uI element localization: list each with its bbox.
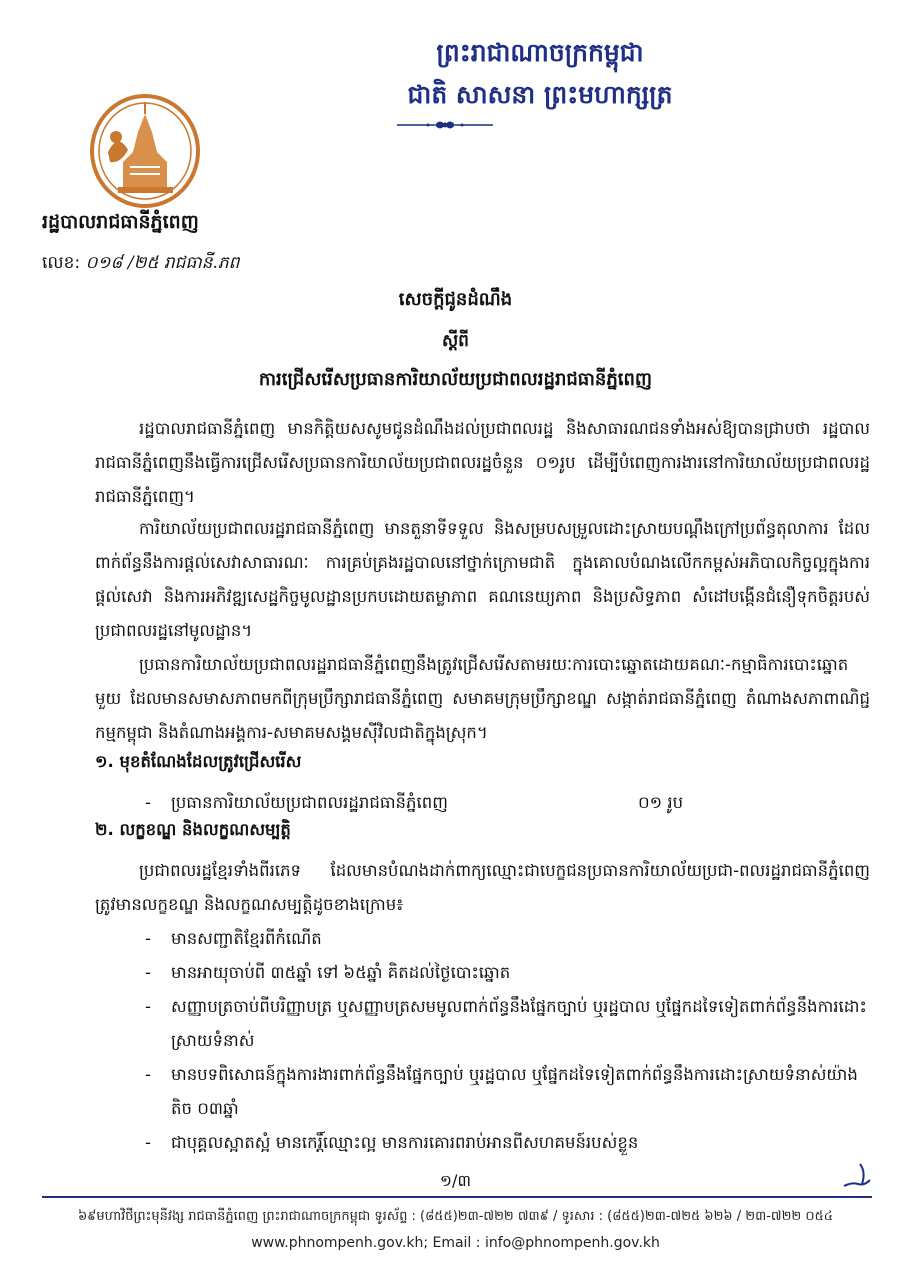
- list-dash: -: [145, 929, 151, 948]
- list-item: [145, 990, 870, 1058]
- phnom-penh-seal-logo: [88, 92, 203, 210]
- reference-label: លេខ:: [42, 253, 81, 273]
- list-dash: -: [145, 997, 151, 1016]
- requirement-text: ជាបុគ្គលស្អាតស្អំ មានកេរ្តិ៍ឈ្មោះល្អ មានការគោរពរាប់អានពីសហគមន៍របស់ខ្លួន: [171, 1133, 639, 1152]
- list-item: [145, 956, 870, 990]
- position-item: [145, 786, 870, 820]
- list-item: [145, 1058, 870, 1126]
- paragraph-selection-process: ប្រធានការិយាល័យប្រជាពលរដ្ឋរាជធានីភ្នំពេញនឹងត្រូវជ្រើសរើសតាមរយៈការបោះឆ្នោតដោយគណៈ-កម្មាធិការបោះឆ្នោតមួយ ដែលមានសមាសភាពមកពីក្រុមប្រឹក្សារាជធានីភ្នំពេញ សមាគមក្រុមប្រឹក្សាខណ្ឌ សង្កាត់រាជធានីភ្នំពេញ តំណាងសភាពាណិជ្ជកម្មកម្ពុជា និងតំណាងអង្គការ-សមាគមសង្គមស៊ីវិលជាតិក្នុងស្រុក។: [95, 655, 870, 742]
- section-2-heading: ២. លក្ខខណ្ឌ និងលក្ខណសម្បត្តិ: [95, 820, 291, 839]
- national-motto: ជាតិ សាសនា ព្រះមហាក្សត្រ: [407, 80, 673, 109]
- issuing-office: រដ្ឋបាលរាជធានីភ្នំពេញ: [42, 211, 199, 233]
- document-subject: ការជ្រើសរើសប្រធានការិយាល័យប្រជាពលរដ្ឋរាជធានីភ្នំពេញ: [258, 369, 653, 390]
- requirement-text: មានសញ្ជាតិខ្មែរពីកំណើត: [171, 929, 322, 948]
- list-item: [145, 922, 870, 956]
- footer-address: ៦៩មហាវិថីព្រះមុនីវង្ស រាជធានីភ្នំពេញ ព្រះរាជាណាចក្រកម្ពុជា ទូរស័ព្ទ : (៨៥៥)២៣-៧២២ ៧៣៩ / ទូរសារ : (៨៥៥)២៣-៧២៥ ៦២៦ / ២៣-៧២២ ០៥៤: [77, 1209, 834, 1224]
- requirement-text: សញ្ញាបត្រចាប់ពីបរិញ្ញាបត្រ ឬសញ្ញាបត្រសមមូលពាក់ព័ន្ធនឹងផ្នែកច្បាប់ ឬរដ្ឋបាល ឬផ្នែកដទៃទៀតពាក់ព័ន្ធនឹងការដោះស្រាយទំនាស់: [171, 997, 867, 1050]
- document-title: សេចក្តីជូនដំណឹង: [398, 289, 513, 310]
- paragraph-eligibility-intro: ប្រជាពលរដ្ឋខ្មែរទាំងពីរភេទ ដែលមានបំណងដាក់ពាក្យឈ្មោះជាបេក្ខជនប្រធានការិយាល័យប្រជា-ពលរដ្ឋរាជធានីភ្នំពេញ ត្រូវមានលក្ខខណ្ឌ និងលក្ខណសម្បត្តិដូចខាងក្រោម៖: [95, 861, 870, 914]
- ornament-divider-icon: [395, 116, 495, 134]
- initial-signature-icon: [840, 1162, 874, 1190]
- title-subject-label: ស្តីពី: [442, 331, 469, 351]
- section-1-heading: ១. មុខតំណែងដែលត្រូវជ្រើសរើស: [95, 752, 302, 771]
- requirement-text: មានអាយុចាប់ពី ៣៥ឆ្នាំ ទៅ ៦៥ឆ្នាំ គិតដល់ថ្ងៃបោះឆ្នោត: [171, 963, 511, 982]
- list-dash: -: [145, 963, 151, 982]
- reference-value: ០១៨ /២៥ រាជធានី.ភព: [85, 253, 240, 273]
- position-title: ប្រធានការិយាល័យប្រជាពលរដ្ឋរាជធានីភ្នំពេញ: [171, 793, 448, 812]
- reference-number: [42, 252, 239, 277]
- kingdom-title: ព្រះរាជាណាចក្រកម្ពុជា: [436, 38, 644, 67]
- footer-divider: [42, 1196, 872, 1198]
- paragraph-intro: រដ្ឋបាលរាជធានីភ្នំពេញ មានកិត្តិយសសូមជូនដំណឹងដល់ប្រជាពលរដ្ឋ និងសាធារណជនទាំងអស់ឱ្យបានជ្រាបថា រដ្ឋបាលរាជធានីភ្នំពេញនឹងធ្វើការជ្រើសរើសប្រធានការិយាល័យប្រជាពលរដ្ឋចំនួន ០១រូប ដើម្បីបំពេញការងារនៅការិយាល័យប្រជាពលរដ្ឋរាជធានីភ្នំពេញ។: [95, 419, 870, 506]
- paragraph-office-role: ការិយាល័យប្រជាពលរដ្ឋរាជធានីភ្នំពេញ មានតួនាទីទទួល និងសម្របសម្រួលដោះស្រាយបណ្តឹងក្រៅប្រព័ន្ធតុលាការ ដែលពាក់ព័ន្ធនឹងការផ្តល់សេវាសាធារណៈ ការគ្រប់គ្រងរដ្ឋបាលនៅថ្នាក់ក្រោមជាតិ ក្នុងគោលបំណងលើកកម្ពស់អភិបាលកិច្ចល្អក្នុងការផ្តល់សេវា និងការអភិវឌ្ឍសេដ្ឋកិច្ចមូលដ្ឋានប្រកបដោយតម្លាភាព គណនេយ្យភាព និងប្រសិទ្ធភាព សំដៅបង្កើនជំនឿទុកចិត្តរបស់ប្រជាពលរដ្ឋនៅមូលដ្ឋាន។: [95, 519, 870, 640]
- footer-web-email: www.phnompenh.gov.kh; Email : info@phnompenh.gov.kh: [251, 1235, 660, 1251]
- position-count: ០១ រូប: [638, 793, 684, 812]
- list-dash: -: [145, 1065, 151, 1084]
- requirement-text: មានបទពិសោធន៍ក្នុងការងារពាក់ព័ន្ធនឹងផ្នែកច្បាប់ ឬរដ្ឋបាល ឬផ្នែកដទៃទៀតពាក់ព័ន្ធនឹងការដោះស្រាយទំនាស់យ៉ាងតិច ០៣ឆ្នាំ: [171, 1065, 858, 1118]
- page-number: ១/៣: [439, 1171, 472, 1190]
- list-dash: -: [145, 1133, 151, 1152]
- list-item: [145, 1126, 870, 1160]
- list-dash: -: [145, 793, 151, 812]
